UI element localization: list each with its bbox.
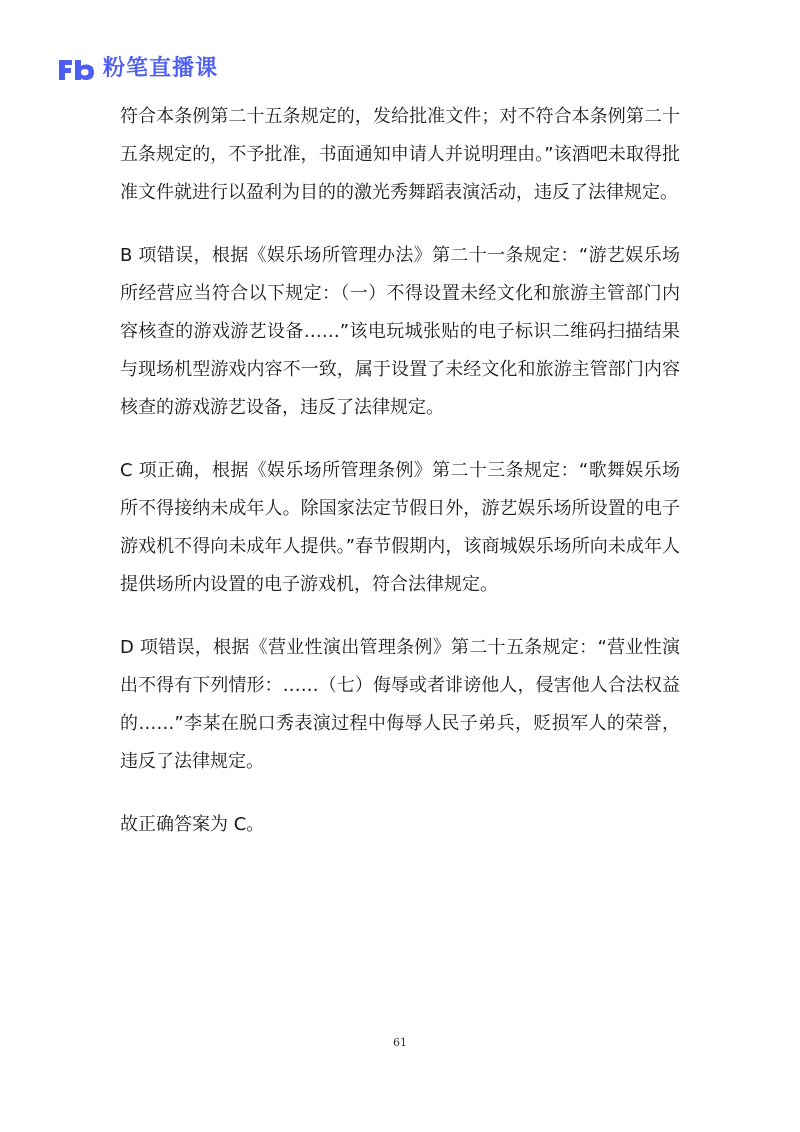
paragraph-option-b: B 项错误，根据《娱乐场所管理办法》第二十一条规定：“游艺娱乐场所经营应当符合以下规定：（一）不得设置未经文化和旅游主管部门内容核查的游戏游艺设备……”该电玩城张贴的电子标识二维码扫描结果与现场机型游戏内容不一致，属于设置了未经文化和旅游主管部门内容核查的游戏游艺设备，违反了法律规定。 <box>120 245 680 418</box>
paragraph-continuation: 符合本条例第二十五条规定的，发给批准文件；对不符合本条例第二十五条规定的，不予批准，书面通知申请人并说明理由。”该酒吧未取得批准文件就进行以盈利为目的的激光秀舞蹈表演活动，违反了法律规定。 <box>120 106 680 203</box>
paragraph-option-c: C 项正确，根据《娱乐场所管理条例》第二十三条规定：“歌舞娱乐场所不得接纳未成年人。除国家法定节假日外，游艺娱乐场所设置的电子游戏机不得向未成年人提供。”春节假期内，该商城娱乐场所向未成年人提供场所内设置的电子游戏机，符合法律规定。 <box>120 460 680 595</box>
paragraph-option-d: D 项错误，根据《营业性演出管理条例》第二十五条规定：“营业性演出不得有下列情形：……（七）侮辱或者诽谤他人，侵害他人合法权益的……”李某在脱口秀表演过程中侮辱人民子弟兵，贬损军人的荣誉，违反了法律规定。 <box>120 637 680 772</box>
page-number: 61 <box>393 1036 407 1049</box>
fb-logo-icon <box>57 56 97 82</box>
logo-text: 粉笔直播课 <box>103 56 219 81</box>
paragraph-answer: 故正确答案为 C。 <box>120 814 265 835</box>
document-body <box>120 98 680 869</box>
brand-logo <box>57 54 218 84</box>
